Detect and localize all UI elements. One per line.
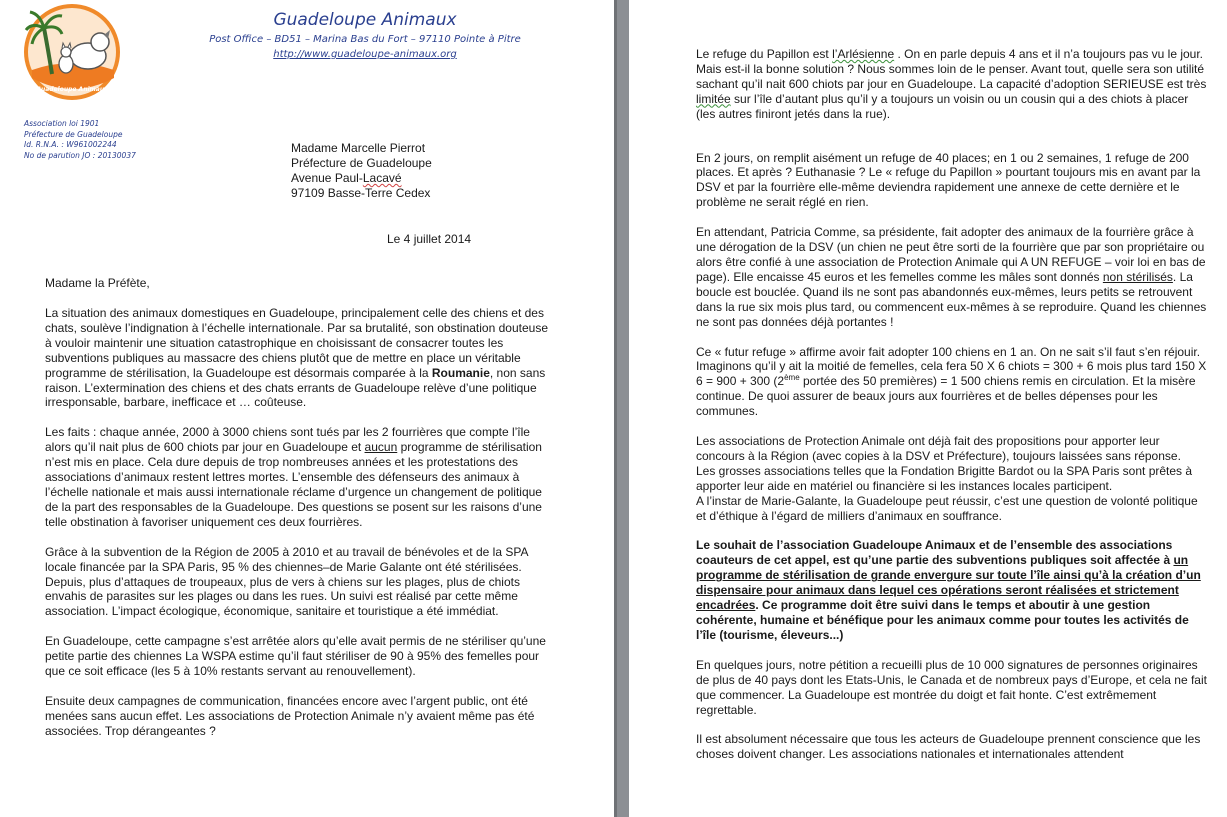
text: . La boucle est bouclée. Quand ils ne sont pas abandonnés eux-mêmes, leurs petits se retrouvent dans la rue six mois plus tard, ou commencent eux-mêmes à se reproduire. Quand les chiennes ne sont pas données déjà portantes ! — [696, 269, 1207, 329]
letter-body-page-2 — [696, 47, 1208, 777]
text: Les faits : chaque année, 2000 à 3000 chiens sont tués par les 2 fourrières que compte l’île alors qu’il nait plus de 600 chiots par jour en Guadeloupe et — [45, 425, 530, 455]
street-text: Avenue Paul- — [291, 171, 363, 185]
letter-date: Le 4 juillet 2014 — [387, 232, 472, 246]
organization-name: Guadeloupe Animaux — [273, 10, 457, 30]
paragraph: En 2 jours, on remplit aisément un refuge de 40 places; en 1 ou 2 semaines, 1 refuge de 200 places. Et après ? Euthanasie ? Le « refuge du Papillon » pourtant toujours mis en avant par la DSV et par la fourrière elle-même deviendra rapidement une annexe de cette dernière et le problème ne serait réglé en rien. — [696, 150, 1201, 210]
paragraph: En quelques jours, notre pétition a recueilli plus de 10 000 signatures de personnes originaires de plus de 40 pays dont les Etats-Unis, le Canada et de nombreux pays d’Europe, et cela ne fait que commencer. La Guadeloupe est montrée du doigt et fait honte. C’est extrêmement regrettable. — [696, 657, 1207, 717]
flagged-text: limitée — [696, 91, 731, 106]
text: portée des 50 premières) = 1 500 chiens remis en circulation. Et la misère continue. De quoi assurer de beaux jours aux fourrières et de belles dépenses pour les communes. — [696, 374, 1196, 419]
text: , non sans raison. L’extermination des chiens et des chats errants de Guadeloupe relève d’une politique irresponsable, barbare, inefficace et … coûteuse. — [45, 365, 546, 410]
organization-website-link[interactable]: http://www.guadeloupe-animaux.org — [273, 49, 457, 60]
letter-page-2 — [629, 0, 1227, 817]
recipient-city: 97109 Basse-Terre Cedex — [291, 186, 431, 200]
underlined-text: aucun — [364, 440, 398, 455]
underlined-text: non stérilisés — [1102, 269, 1173, 284]
paragraph — [696, 434, 1208, 523]
letter-body-page-1 — [45, 306, 555, 754]
recipient-address-block — [291, 141, 432, 201]
salutation: Madame la Préfète, — [45, 276, 150, 290]
text: La situation des animaux domestiques en Guadeloupe, principalement celle des chiens et des chats, soulève l’indignation à l’échelle internationale. Par sa brutalité, son obstination douteuse à vouloir maintenir une situation catastrophique en choisissant de consacrer toutes les subventions publiques au massacre des chiens plutôt que de mettre en place un véritable programme de stérilisation, la Guadeloupe est désormais comparée à la — [45, 306, 548, 380]
paragraph: Il est absolument nécessaire que tous les acteurs de Guadeloupe prennent conscience que les choses doivent changer. Les associations nationales et internationales attendent — [696, 732, 1201, 762]
paragraph-emphasis — [696, 538, 1208, 642]
text: . Ce programme doit être suivi dans le temps et aboutir à une gestion cohérente, humaine et bénéfique pour les animaux comme pour toutes les activités de l’île (tourisme, éleveurs...) — [696, 598, 1189, 642]
text: . On en parle depuis 4 ans et il n’a toujours pas vu le jour. Mais est-il la bonne solution ? Nous sommes loin de le penser. Avant tout, quelle sera son utilité sachant qu’il nait 600 chiots par jour en Guadeloupe. La capacité d’adoption SERIEUSE est très — [696, 47, 1207, 91]
street-text-flagged: Lacavé — [362, 171, 402, 185]
text: Le souhait de l’association Guadeloupe Animaux et de l’ensemble des associations coauteurs de cet appel, est qu’une partie des subventions publiques soit affectée à — [696, 538, 1174, 568]
underlined-text: un programme de stérilisation de grande envergure sur toute l’île ainsi qu’à la création d’un dispensaire pour animaux dans lequel ces opérations seront réalisées et strictement encadrées — [696, 553, 1201, 613]
paragraph: En Guadeloupe, cette campagne s’est arrêtée alors qu’elle avait permis de ne stériliser qu’une petite partie des chiennes La WSPA estime qu’il faut stériliser de 90 à 95% des femelles pour que ce soit efficace (les 5 à 10% restants servant au renouvellement). — [45, 634, 546, 679]
text: A l’instar de Marie-Galante, la Guadeloupe peut réussir, c’est une question de volonté politique et d’éthique à l’égard de milliers d’animaux en souffrance. — [696, 493, 1198, 523]
logo-caption: Guadeloupe Animaux — [36, 86, 108, 93]
text: Les grosses associations telles que la Fondation Brigitte Bardot ou la SPA Paris sont prêtes à apporter leur aide en matériel ou financière si les instances locales participent. — [696, 463, 1193, 493]
paragraph: Ensuite deux campagnes de communication, financées encore avec l’argent public, ont été menées sans aucun effet. Les associations de Protection Animale n’y avaient même pas été associées. Trop dérangeantes ? — [45, 693, 535, 738]
bold-text: Roumanie — [431, 365, 490, 380]
paragraph — [696, 345, 1208, 420]
flagged-text: l’Arlésienne — [832, 47, 895, 61]
organization-logo — [18, 4, 126, 104]
text: Le refuge du Papillon est — [696, 47, 833, 61]
registration-line: Association loi 1901 — [24, 119, 100, 128]
paragraph — [696, 225, 1208, 329]
organization-registration — [24, 119, 136, 161]
registration-line: Id. R.N.A. : W961002244 — [24, 140, 117, 149]
paragraph — [696, 47, 1208, 122]
paragraph — [45, 306, 555, 410]
organization-address: Post Office – BD51 – Marina Bas du Fort – 97110 Pointe à Pitre — [209, 34, 521, 45]
paragraph: Grâce à la subvention de la Région de 2005 à 2010 et au travail de bénévoles et de la SPA locale financée par la SPA Paris, 95 % des chiennes–de Marie Galante ont été stérilisées. Depuis, plus d’attaques de troupeaux, plus de vers à chiens sur les plages, plus de chiots envahis de parasites sur les plages ou dans les rues. Un suivi est réalisé par cette même association. L’impact écologique, économique, sanitaire et touristique a été immédiat. — [45, 544, 528, 619]
text: sur l’île d’autant plus qu’il y a toujours un voisin ou un cousin qui a des chiots à placer (les autres finiront jetés dans la rue). — [696, 91, 1189, 121]
text: Les associations de Protection Animale ont déjà fait des propositions pour apporter leur concours à la Région (avec copies à la DSV et Préfecture), toujours laissées sans réponse. — [696, 434, 1181, 463]
text: programme de stérilisation n’est mis en place. Cela dure depuis de trop nombreuses années et les protestations des associations d’animaux restent lettres mortes. L’ensemble des défenseurs des animaux à l’échelle nationale et mais aussi internationale réclame d’urgence un changement de politique de la part des responsables de la Guadeloupe. Des questions se posent sur les raisons d’une telle obstination à favoriser uniquement ces deux fourrières. — [45, 440, 542, 529]
registration-line: Préfecture de Guadeloupe — [24, 129, 123, 139]
recipient-office: Préfecture de Guadeloupe — [291, 156, 432, 170]
paragraph — [45, 425, 555, 529]
recipient-street — [291, 171, 432, 186]
superscript: ème — [784, 373, 800, 383]
page-gutter-shadow — [614, 0, 617, 817]
text: En attendant, Patricia Comme, sa présidente, fait adopter des animaux de la fourrière grâce à une dérogation de la DSV (un chien ne peut être sorti de la fourrière que par son propriétaire ou alors être confié à une association de Protection Animale qui A UN REFUGE – voir loi en bas de page). Elle encaisse 45 euros et les femelles comme les mâles sont donnés — [696, 225, 1206, 284]
registration-line: No de parution JO : 20130037 — [24, 150, 136, 160]
text: Ce « futur refuge » affirme avoir fait adopter 100 chiens en 1 an. On ne sait s’il faut s’en réjouir. Imaginons qu’il y ait la moitié de femelles, cela fera 50 X 6 chiots = 300 + 6 mois plus tard 150 X 6 = 900 + 300 (2 — [696, 344, 1207, 389]
recipient-name: Madame Marcelle Pierrot — [291, 141, 426, 155]
